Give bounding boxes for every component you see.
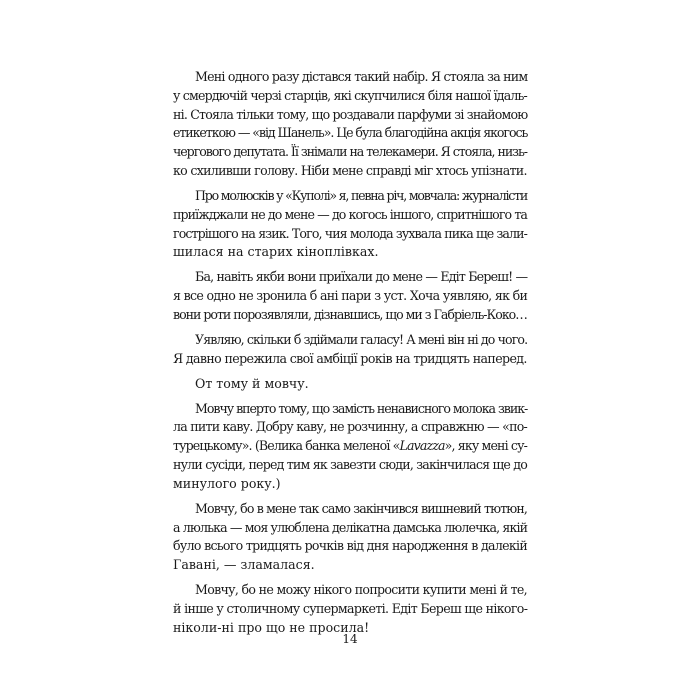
text-line: приїжджали не до мене — до когось іншого, спритнішого та [173,206,527,222]
text-line: етикеткою — «від Шанель». Це була благодійна акція якогось [173,125,528,141]
text-line: Мовчу вперто тому, що замість ненависного молока звик- [195,400,528,416]
text-line: а люлька — моя улюблена делікатна дамська люлечка, якій [173,519,528,535]
text-line: Я давно пережила свої амбіції років на тридцять наперед. [173,350,527,366]
text-line: Про молюсків у «Куполі» я, певна річ, мовчала: журналісти [195,187,527,203]
brand-name: Lavazza [399,438,445,454]
text-line: От тому й мовчу. [195,375,309,391]
paragraph [173,187,527,262]
text-line: Гавані, — зламалася. [173,557,315,573]
paragraph [173,400,527,494]
paragraph [173,68,527,181]
text-line: вони роти порозявляли, дізнавшись, що ми з Габріель-Коко… [173,306,527,322]
text-line: гострішого на язик. Того, чия молода зухвала пика ще зали- [173,225,527,241]
text-line: минулого року.) [173,475,281,491]
text-line: й інше у столичному супермаркеті. Едіт Береш ще нікого- [173,601,528,617]
text-line: шилася на старих кіноплівках. [173,244,379,260]
text-line: ко схиливши голову. Ніби мене справді міг хтось упізнати. [173,162,527,178]
paragraph [173,331,527,369]
text-line: у смердючій черзі старців, які скупчилися біля нашої їдаль- [173,87,527,103]
text-line: було всього тридцять рочків від дня народження в далекій [173,538,527,554]
paragraph [173,375,527,394]
text-line: ніколи-ні про що не просила! [173,619,370,635]
text-line: Мовчу, бо в мене так само закінчився вишневий тютюн, [195,500,527,516]
page-number: 14 [342,632,358,646]
text-line: Мовчу, бо не можу нікого попросити купити мені й те, [195,582,527,598]
paragraph [173,581,527,637]
body-text [173,68,527,638]
text-line: нули сусіди, перед тим як завезти сюди, закінчилася ще до [173,457,527,473]
text-line: я все одно не зронила б ані пари з уст. Хоча уявляю, як би [173,288,528,304]
text-line: Уявляю, скільки б здіймали галасу! А мені він ні до чого. [195,331,528,347]
paragraph [173,500,527,575]
text-line: Ба, навіть якби вони приїхали до мене — Едіт Береш! — [195,269,528,285]
paragraph [173,268,527,324]
text-line: Мені одного разу дістався такий набір. Я стояла за ним [195,69,528,84]
text-line: турецькому». (Велика банка меленої «Lavazza», яку мені су- [173,438,527,454]
text-line: ла пити каву. Добру каву, не розчинну, а справжню — «по- [173,419,527,435]
text-line: чергового депутата. Її знімали на телекамери. Я стояла, низь- [173,144,527,160]
text-line: ні. Стояла тільки тому, що роздавали парфуми зі знайомою [173,106,528,122]
